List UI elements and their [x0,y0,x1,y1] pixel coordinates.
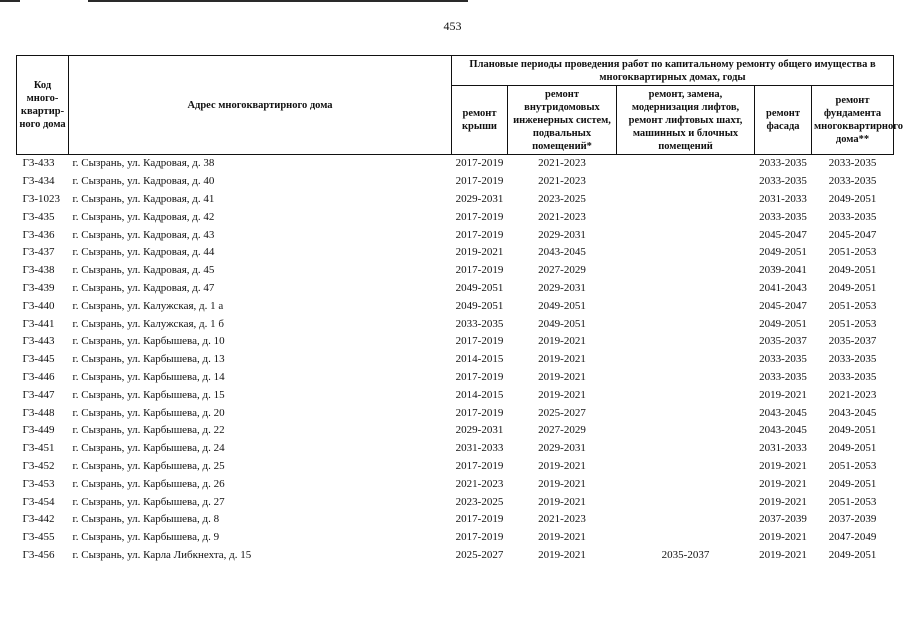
facade-period-cell: 2033-2035 [759,210,807,223]
facade-period-cell: 2039-2041 [759,264,807,277]
foundation-period-cell: 2033-2035 [828,353,877,366]
roof-period-cell: 2014-2015 [455,388,504,401]
header-internal-systems-repair: ремонт внутридомовых инженерных систем, подвальных помещений* [508,86,617,155]
elevator-period-cell [617,191,755,209]
table-row [17,475,894,493]
foundation-period-cell: 2051-2053 [828,317,877,330]
house-code-cell: Г3-437 [22,246,55,259]
house-code-cell: Г3-451 [22,442,55,455]
systems-period-cell: 2027-2029 [538,264,586,277]
roof-period-cell: 2019-2021 [455,246,504,259]
elevator-period-cell [617,226,755,244]
roof-period-cell: 2029-2031 [455,424,504,437]
table-row [17,262,894,280]
header-house-code: Код много-квартир-ного дома [17,56,69,155]
elevator-period-cell [617,333,755,351]
header-planned-periods: Плановые периоды проведения работ по капитальному ремонту общего имущества в многоквартирных домах, годы [452,56,894,86]
address-cell: г. Сызрань, ул. Кадровая, д. 38 [72,157,215,170]
address-cell: г. Сызрань, ул. Карбышева, д. 10 [72,335,225,348]
elevator-period-cell [617,475,755,493]
facade-period-cell: 2019-2021 [759,477,807,490]
elevator-period-cell [617,493,755,511]
roof-period-cell: 2017-2019 [455,531,504,544]
elevator-period-cell [617,155,755,173]
systems-period-cell: 2021-2023 [538,513,586,526]
foundation-period-cell: 2049-2051 [828,548,877,561]
address-cell: г. Сызрань, ул. Карбышева, д. 13 [72,353,225,366]
systems-period-cell: 2049-2051 [538,299,586,312]
table-row [17,244,894,262]
facade-period-cell: 2033-2035 [759,157,807,170]
facade-period-cell: 2019-2021 [759,548,807,561]
address-cell: г. Сызрань, ул. Карбышева, д. 15 [72,388,225,401]
table-body [17,155,894,565]
table-row [17,422,894,440]
foundation-period-cell: 2021-2023 [828,388,877,401]
house-code-cell: Г3-443 [22,335,55,348]
address-cell: г. Сызрань, ул. Кадровая, д. 47 [72,281,215,294]
table-row [17,226,894,244]
foundation-period-cell: 2051-2053 [828,299,877,312]
facade-period-cell: 2049-2051 [759,317,807,330]
systems-period-cell: 2021-2023 [538,157,586,170]
foundation-period-cell: 2051-2053 [828,459,877,472]
roof-period-cell: 2017-2019 [455,264,504,277]
house-code-cell: Г3-440 [22,299,55,312]
table-row [17,173,894,191]
facade-period-cell: 2019-2021 [759,388,807,401]
foundation-period-cell: 2049-2051 [828,442,877,455]
foundation-period-cell: 2049-2051 [828,281,877,294]
elevator-period-cell [617,351,755,369]
house-code-cell: Г3-441 [22,317,55,330]
systems-period-cell: 2025-2027 [538,406,586,419]
table-header [17,56,903,155]
facade-period-cell: 2033-2035 [759,370,807,383]
address-cell: г. Сызрань, ул. Карбышева, д. 22 [72,424,225,437]
elevator-period-cell [617,280,755,298]
systems-period-cell: 2019-2021 [538,370,586,383]
address-cell: г. Сызрань, ул. Карбышева, д. 24 [72,442,225,455]
roof-period-cell: 2017-2019 [455,210,504,223]
elevator-period-cell: 2035-2037 [661,548,710,561]
roof-period-cell: 2029-2031 [455,192,504,205]
table-row [17,351,894,369]
table-row [17,529,894,547]
facade-period-cell: 2031-2033 [759,442,807,455]
house-code-cell: Г3-433 [22,157,55,170]
foundation-period-cell: 2045-2047 [828,228,877,241]
address-cell: г. Сызрань, ул. Карбышева, д. 14 [72,370,225,383]
address-cell: г. Сызрань, ул. Карла Либкнехта, д. 15 [72,548,252,561]
facade-period-cell: 2045-2047 [759,299,807,312]
address-cell: г. Сызрань, ул. Калужская, д. 1 б [72,317,224,330]
house-code-cell: Г3-452 [22,459,55,472]
systems-period-cell: 2019-2021 [538,388,586,401]
roof-period-cell: 2017-2019 [455,370,504,383]
address-cell: г. Сызрань, ул. Карбышева, д. 27 [72,495,225,508]
foundation-period-cell: 2049-2051 [828,477,877,490]
foundation-period-cell: 2033-2035 [828,370,877,383]
table-row [17,369,894,387]
facade-period-cell: 2019-2021 [759,459,807,472]
house-code-cell: Г3-448 [22,406,55,419]
roof-period-cell: 2049-2051 [455,299,504,312]
house-code-cell: Г3-456 [22,548,55,561]
foundation-period-cell: 2037-2039 [828,513,877,526]
systems-period-cell: 2049-2051 [538,317,586,330]
facade-period-cell: 2045-2047 [759,228,807,241]
foundation-period-cell: 2049-2051 [828,264,877,277]
table-row [17,386,894,404]
house-code-cell: Г3-434 [22,175,55,188]
address-cell: г. Сызрань, ул. Кадровая, д. 43 [72,228,215,241]
house-code-cell: Г3-436 [22,228,55,241]
table-row [17,458,894,476]
address-cell: г. Сызрань, ул. Карбышева, д. 26 [72,477,225,490]
foundation-period-cell: 2033-2035 [828,157,877,170]
systems-period-cell: 2023-2025 [538,192,586,205]
address-cell: г. Сызрань, ул. Кадровая, д. 45 [72,264,215,277]
roof-period-cell: 2014-2015 [455,353,504,366]
systems-period-cell: 2019-2021 [538,548,586,561]
table-row [17,404,894,422]
foundation-period-cell: 2033-2035 [828,210,877,223]
house-code-cell: Г3-447 [22,388,55,401]
house-code-cell: Г3-446 [22,370,55,383]
address-cell: г. Сызрань, ул. Карбышева, д. 25 [72,459,225,472]
systems-period-cell: 2027-2029 [538,424,586,437]
elevator-period-cell [617,244,755,262]
address-cell: г. Сызрань, ул. Кадровая, д. 41 [72,192,215,205]
table-row [17,333,894,351]
house-code-cell: Г3-439 [22,281,55,294]
scan-edge-line [0,0,20,2]
systems-period-cell: 2019-2021 [538,335,586,348]
elevator-period-cell [617,511,755,529]
elevator-period-cell [617,173,755,191]
roof-period-cell: 2017-2019 [455,459,504,472]
elevator-period-cell [617,529,755,547]
house-code-cell: Г3-455 [22,531,55,544]
roof-period-cell: 2017-2019 [455,335,504,348]
house-code-cell: Г3-435 [22,210,55,223]
table-row [17,547,894,565]
facade-period-cell: 2033-2035 [759,353,807,366]
roof-period-cell: 2049-2051 [455,281,504,294]
foundation-period-cell: 2035-2037 [828,335,877,348]
systems-period-cell: 2043-2045 [538,246,586,259]
address-cell: г. Сызрань, ул. Кадровая, д. 40 [72,175,215,188]
table-row [17,208,894,226]
header-facade-repair: ремонт фасада [755,86,812,155]
house-code-cell: Г3-454 [22,495,55,508]
roof-period-cell: 2017-2019 [455,157,504,170]
systems-period-cell: 2029-2031 [538,442,586,455]
address-cell: г. Сызрань, ул. Карбышева, д. 9 [72,531,220,544]
roof-period-cell: 2017-2019 [455,228,504,241]
elevator-period-cell [617,458,755,476]
elevator-period-cell [617,404,755,422]
table-row [17,511,894,529]
systems-period-cell: 2019-2021 [538,459,586,472]
house-code-cell: Г3-445 [22,353,55,366]
foundation-period-cell: 2051-2053 [828,246,877,259]
roof-period-cell: 2017-2019 [455,406,504,419]
elevator-period-cell [617,440,755,458]
address-cell: г. Сызрань, ул. Кадровая, д. 44 [72,246,215,259]
page-number: 453 [443,19,462,33]
elevator-period-cell [617,208,755,226]
facade-period-cell: 2037-2039 [759,513,807,526]
facade-period-cell: 2041-2043 [759,281,807,294]
systems-period-cell: 2029-2031 [538,228,586,241]
scan-edge-line [88,0,468,2]
roof-period-cell: 2025-2027 [455,548,504,561]
systems-period-cell: 2029-2031 [538,281,586,294]
address-cell: г. Сызрань, ул. Карбышева, д. 20 [72,406,225,419]
facade-period-cell: 2019-2021 [759,531,807,544]
roof-period-cell: 2017-2019 [455,175,504,188]
facade-period-cell: 2043-2045 [759,406,807,419]
facade-period-cell: 2049-2051 [759,246,807,259]
foundation-period-cell: 2043-2045 [828,406,877,419]
table-row [17,315,894,333]
header-elevator-repair: ремонт, замена, модернизация лифтов, ремонт лифтовых шахт, машинных и блочных помещений [617,86,755,155]
house-code-cell: Г3-442 [22,513,55,526]
systems-period-cell: 2019-2021 [538,531,586,544]
systems-period-cell: 2019-2021 [538,477,586,490]
house-code-cell: Г3-453 [22,477,55,490]
facade-period-cell: 2043-2045 [759,424,807,437]
elevator-period-cell [617,262,755,280]
header-roof-repair: ремонт крыши [452,86,508,155]
table-row [17,493,894,511]
facade-period-cell: 2033-2035 [759,175,807,188]
systems-period-cell: 2021-2023 [538,175,586,188]
table-row [17,191,894,209]
systems-period-cell: 2019-2021 [538,353,586,366]
elevator-period-cell [617,422,755,440]
roof-period-cell: 2021-2023 [455,477,504,490]
table-row [17,280,894,298]
address-cell: г. Сызрань, ул. Кадровая, д. 42 [72,210,215,223]
foundation-period-cell: 2047-2049 [828,531,877,544]
facade-period-cell: 2019-2021 [759,495,807,508]
address-cell: г. Сызрань, ул. Карбышева, д. 8 [72,513,220,526]
roof-period-cell: 2023-2025 [455,495,504,508]
foundation-period-cell: 2051-2053 [828,495,877,508]
systems-period-cell: 2019-2021 [538,495,586,508]
address-cell: г. Сызрань, ул. Калужская, д. 1 а [72,299,224,312]
foundation-period-cell: 2033-2035 [828,175,877,188]
elevator-period-cell [617,315,755,333]
header-address: Адрес многоквартирного дома [69,56,452,155]
roof-period-cell: 2031-2033 [455,442,504,455]
roof-period-cell: 2017-2019 [455,513,504,526]
foundation-period-cell: 2049-2051 [828,424,877,437]
foundation-period-cell: 2049-2051 [828,192,877,205]
header-foundation-repair: ремонт фундамента многоквартирного дома** [812,86,894,155]
elevator-period-cell [617,386,755,404]
table-row [17,297,894,315]
facade-period-cell: 2031-2033 [759,192,807,205]
table-row [17,155,894,173]
capital-repair-schedule-table [16,55,903,564]
elevator-period-cell [617,297,755,315]
elevator-period-cell [617,369,755,387]
house-code-cell: Г3-1023 [22,192,61,205]
systems-period-cell: 2021-2023 [538,210,586,223]
roof-period-cell: 2033-2035 [455,317,504,330]
house-code-cell: Г3-438 [22,264,55,277]
table-row [17,440,894,458]
house-code-cell: Г3-449 [22,424,55,437]
facade-period-cell: 2035-2037 [759,335,807,348]
